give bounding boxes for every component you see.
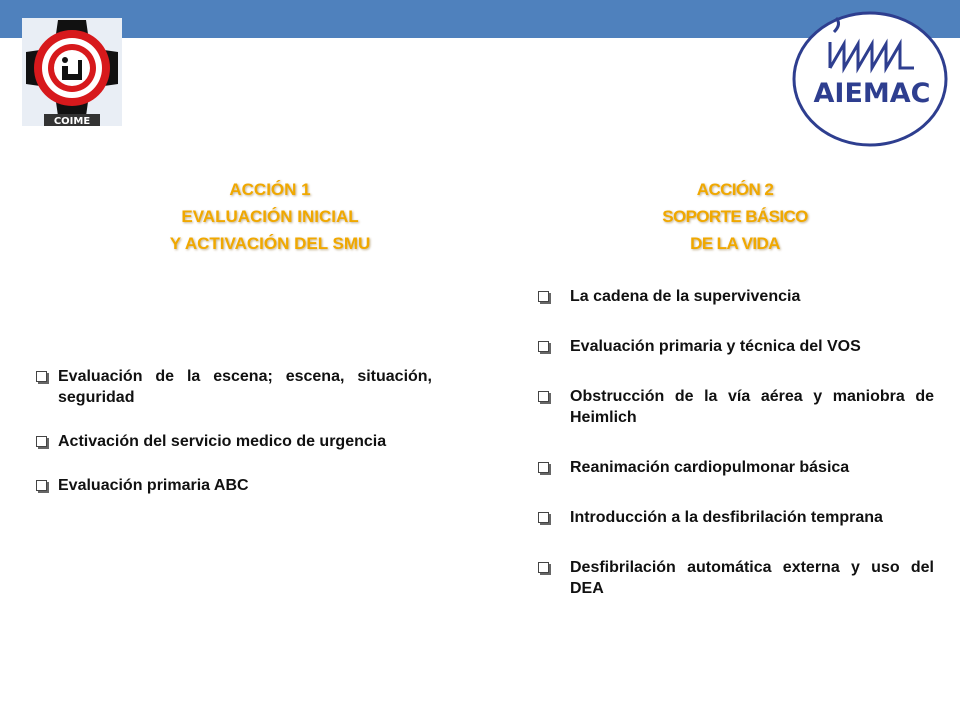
checkbox-bullet-icon [538, 512, 549, 523]
action2-heading [560, 176, 910, 257]
list-item [536, 336, 934, 357]
checkbox-bullet-icon [538, 462, 549, 473]
action2-heading-line: DE LA VIDA [690, 234, 780, 253]
list-item-text: Introducción a la desfibrilación temprana [570, 509, 883, 526]
checkbox-bullet-icon [538, 291, 549, 302]
list-item-text: La cadena de la supervivencia [570, 288, 801, 305]
list-item [536, 457, 934, 478]
checkbox-bullet-icon [538, 391, 549, 402]
list-item [536, 286, 934, 307]
aiemac-logo [790, 10, 950, 148]
action2-list [536, 286, 934, 628]
coime-logo [20, 16, 124, 128]
action1-heading [95, 176, 445, 257]
checkbox-bullet-icon [36, 371, 47, 382]
list-item [36, 366, 432, 408]
list-item-text: Obstrucción de la vía aérea y maniobra de Heimlich [570, 388, 934, 426]
list-item-text: Evaluación primaria ABC [58, 477, 249, 494]
action2-heading-line: SOPORTE BÁSICO [662, 207, 808, 226]
action1-list [36, 366, 432, 519]
list-item-text: Evaluación primaria y técnica del VOS [570, 338, 861, 355]
list-item [536, 507, 934, 528]
action2-heading-line: ACCIÓN 2 [696, 180, 774, 199]
checkbox-bullet-icon [538, 562, 549, 573]
checkbox-bullet-icon [538, 341, 549, 352]
list-item [536, 386, 934, 428]
list-item-text: Activación del servicio medico de urgencia [58, 433, 387, 450]
list-item [536, 557, 934, 599]
checkbox-bullet-icon [36, 436, 47, 447]
action1-heading-line: Y ACTIVACIÓN DEL SMU [169, 234, 371, 253]
action1-heading-line: ACCIÓN 1 [229, 180, 311, 199]
list-item-text: Evaluación de la escena; escena, situación, seguridad [58, 368, 432, 406]
action1-heading-line: EVALUACIÓN INICIAL [181, 207, 359, 226]
list-item [36, 431, 432, 452]
svg-text:COIME: COIME [53, 116, 91, 127]
checkbox-bullet-icon [36, 480, 47, 491]
list-item-text: Reanimación cardiopulmonar básica [570, 459, 850, 476]
svg-text:AIEMAC: AIEMAC [813, 78, 931, 109]
list-item-text: Desfibrilación automática externa y uso del DEA [570, 559, 934, 597]
list-item [36, 475, 432, 496]
